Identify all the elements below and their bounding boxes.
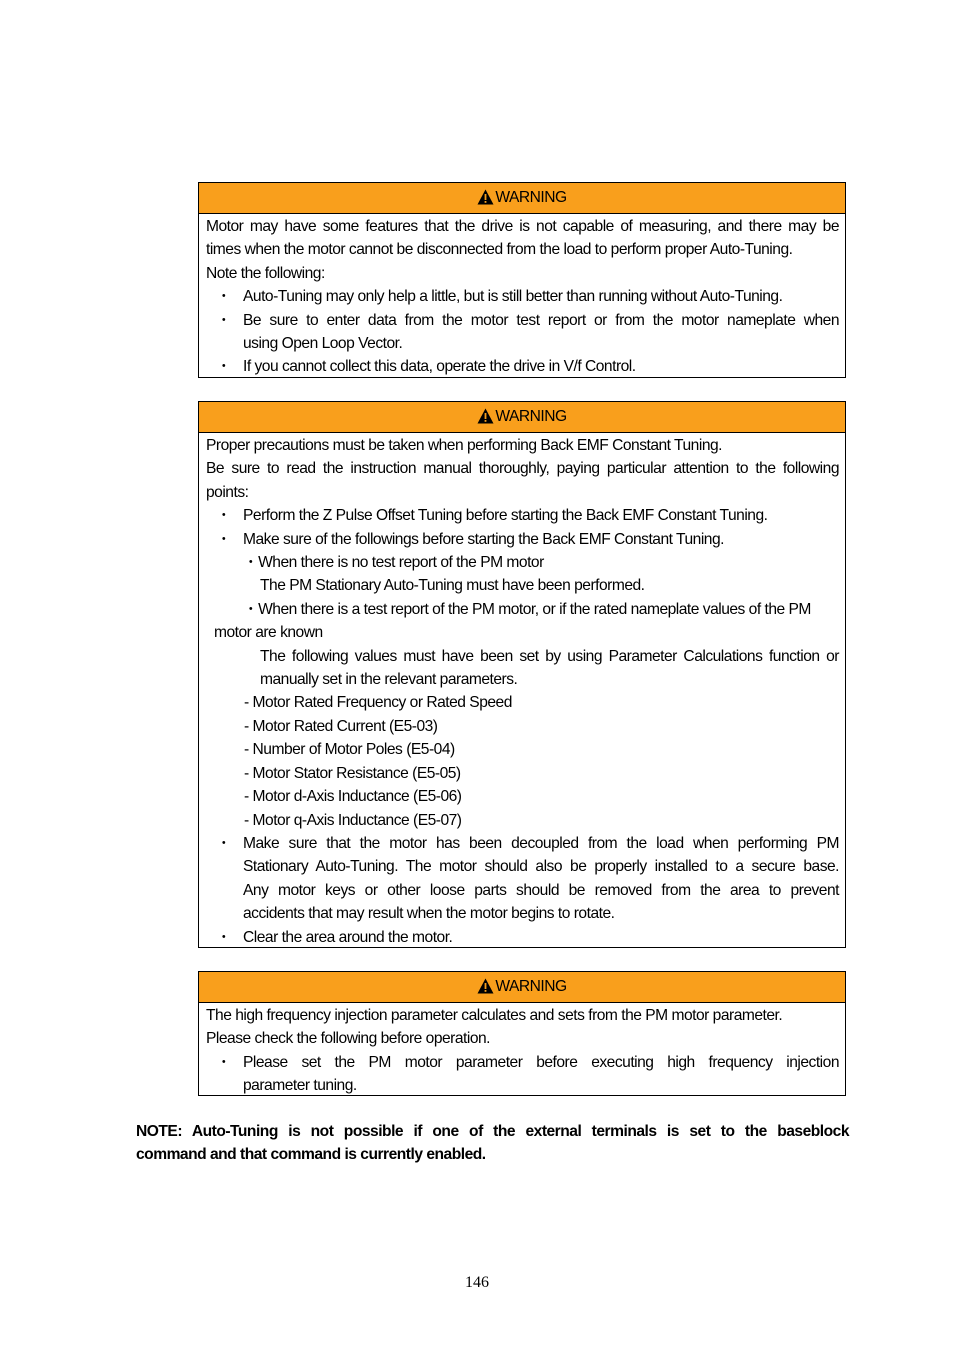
warning-label: WARNING	[495, 189, 567, 206]
warning-triangle-icon	[477, 186, 494, 216]
param-item: - Motor Rated Current (E5-03)	[244, 717, 438, 735]
warning-text: Proper precautions must be taken when performing Back EMF Constant Tuning.	[206, 437, 722, 454]
bullet-text: accidents that may result when the motor begins to rotate.	[243, 905, 615, 923]
bullet-mark: ・	[216, 358, 232, 376]
bullet-text: Clear the area around the motor.	[243, 928, 453, 946]
bullet-text: Please set the PM motor parameter before executing high frequency injection	[243, 1053, 839, 1071]
note-paragraph	[136, 1120, 849, 1167]
bullet-text: parameter tuning.	[243, 1077, 357, 1095]
bullet-item	[206, 309, 839, 356]
warning-text: The high frequency injection parameter calculates and sets from the PM motor parameter.	[206, 1007, 783, 1024]
bullet-mark: ・	[216, 507, 232, 525]
case-heading: ・When there is a test report of the PM motor, or if the rated nameplate values of the PM	[243, 600, 811, 618]
param-item: - Motor Rated Frequency or Rated Speed	[244, 694, 512, 712]
bullet-item	[206, 832, 839, 926]
param-item: - Motor Stator Resistance (E5-05)	[244, 764, 461, 782]
bullet-text: Perform the Z Pulse Offset Tuning before starting the Back EMF Constant Tuning.	[243, 507, 768, 525]
bullet-text: Auto-Tuning may only help a little, but is still better than running without Auto-Tuning.	[243, 288, 783, 306]
bullet-mark: ・	[216, 288, 232, 306]
warning-label: WARNING	[495, 978, 567, 995]
bullet-text: Any motor keys or other loose parts should be removed from the area to prevent	[243, 881, 839, 899]
warning-box-1	[198, 182, 846, 378]
bullet-mark: ・	[216, 834, 232, 852]
bullet-text: Stationary Auto-Tuning. The motor should also be properly installed to a secure base.	[243, 858, 839, 876]
note-line: command and that command is currently enabled.	[136, 1146, 486, 1164]
warning-box-3	[198, 971, 846, 1096]
warning-text: Note the following:	[206, 264, 325, 282]
bullet-text: Make sure that the motor has been decoupled from the load when performing PM	[243, 834, 839, 852]
bullet-item	[206, 504, 839, 527]
bullet-mark: ・	[216, 1053, 232, 1071]
bullet-mark: ・	[216, 928, 232, 946]
warning-box-2	[198, 401, 846, 948]
case-text: The PM Stationary Auto-Tuning must have been performed.	[260, 577, 645, 595]
case-heading: ・When there is no test report of the PM motor	[243, 554, 544, 572]
bullet-text: Be sure to enter data from the motor test report or from the motor nameplate when	[243, 311, 839, 329]
warning-triangle-icon	[477, 405, 494, 435]
param-item: - Motor d-Axis Inductance (E5-06)	[244, 788, 462, 806]
bullet-item	[206, 528, 839, 551]
note-line: NOTE: Auto-Tuning is not possible if one of the external terminals is set to the baseblock	[136, 1123, 849, 1140]
warning-label: WARNING	[495, 408, 567, 425]
param-item: - Motor q-Axis Inductance (E5-07)	[244, 811, 462, 829]
bullet-text: Make sure of the followings before starting the Back EMF Constant Tuning.	[243, 530, 724, 548]
warning-header	[199, 183, 845, 214]
warning-text: points:	[206, 483, 249, 501]
warning-triangle-icon	[477, 975, 494, 1005]
warning-header	[199, 402, 845, 433]
case-text: The following values must have been set by using Parameter Calculations function or	[260, 647, 839, 665]
case-text: manually set in the relevant parameters.	[260, 671, 518, 689]
bullet-text: using Open Loop Vector.	[243, 335, 403, 353]
bullet-item	[206, 926, 839, 949]
bullet-mark: ・	[216, 311, 232, 329]
page-number: 146	[465, 1274, 489, 1291]
warning-text: Be sure to read the instruction manual thoroughly, paying particular attention to the following	[206, 460, 839, 478]
warning-text: Motor may have some features that the drive is not capable of measuring, and there may be	[206, 218, 839, 235]
warning-text: Please check the following before operation.	[206, 1030, 491, 1048]
bullet-item	[206, 1051, 839, 1098]
bullet-text: If you cannot collect this data, operate the drive in V/f Control.	[243, 358, 636, 376]
bullet-item	[206, 285, 839, 308]
warning-header	[199, 972, 845, 1003]
case-heading-cont: motor are known	[214, 624, 323, 642]
param-item: - Number of Motor Poles (E5-04)	[244, 741, 455, 759]
bullet-mark: ・	[216, 530, 232, 548]
bullet-item	[206, 355, 839, 378]
warning-text: times when the motor cannot be disconnected from the load to perform proper Auto-Tuning.	[206, 241, 793, 259]
